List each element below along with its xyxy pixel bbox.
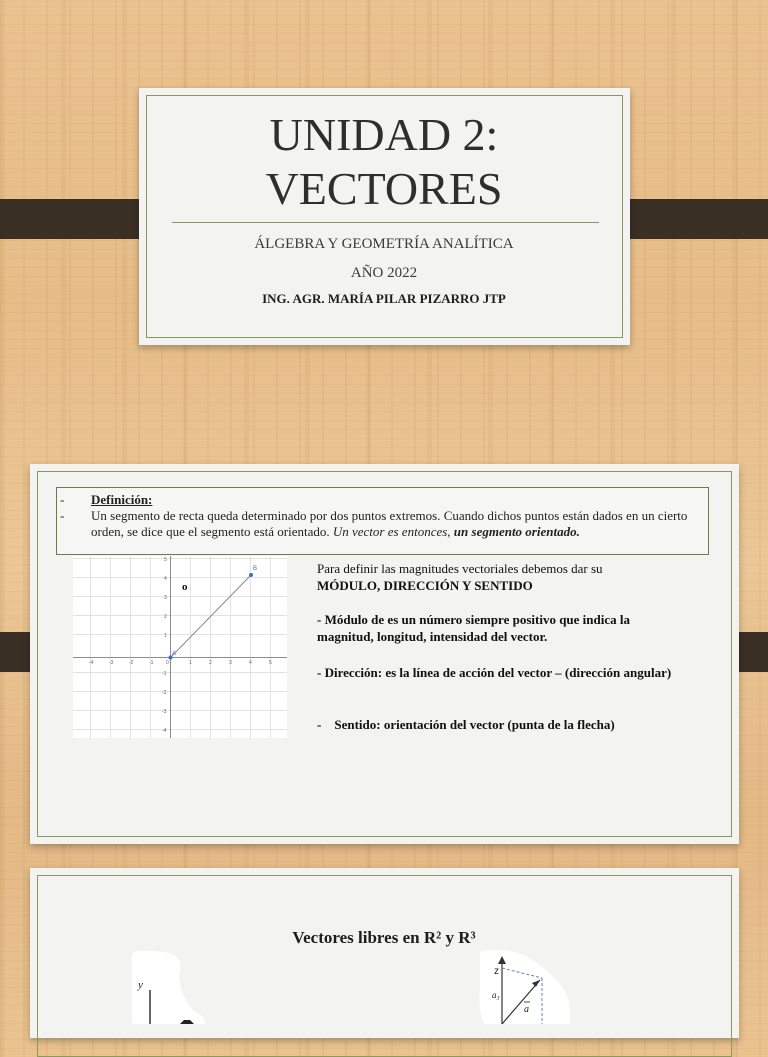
intro-line: Para definir las magnitudes vectoriales debemos dar su — [317, 561, 603, 576]
x-tick: 5 — [269, 660, 272, 666]
point-b-label: B — [253, 566, 258, 572]
y-tick: 2 — [164, 614, 167, 620]
x-tick: 4 — [249, 660, 252, 666]
slide-title-line2: VECTORES — [265, 163, 503, 214]
y-tick: -4 — [162, 728, 167, 734]
direccion-text: - Dirección: es la línea de acción del vector – (dirección angular) — [317, 665, 672, 680]
y-tick: 5 — [164, 557, 167, 563]
r2-y-label: y — [138, 979, 143, 991]
y-tick: -1 — [162, 671, 167, 677]
y-tick: 3 — [164, 595, 167, 601]
definition-text: Un segmento de recta queda determinado por dos puntos extremos. Cuando dichos puntos están dados en un cierto orden, se dice que el segmento está orientado. — [91, 508, 688, 539]
y-tick: -2 — [162, 690, 167, 696]
intro-text — [317, 560, 677, 594]
x-tick: 1 — [189, 660, 192, 666]
x-tick: -4 — [89, 660, 94, 666]
author-text: ING. AGR. MARÍA PILAR PIZARRO JTP — [262, 291, 506, 306]
y-tick: 4 — [164, 576, 167, 582]
sentido-line: Sentido: orientación del vector (punta de la flecha) — [334, 717, 615, 732]
slide-title-line1: UNIDAD 2: — [269, 109, 499, 160]
r3-diagram — [474, 950, 574, 1024]
point-b-marker — [249, 573, 253, 577]
intro-bold: MÓDULO, DIRECCIÓN Y SENTIDO — [317, 578, 533, 593]
free-vectors-title: Vectores libres en R² y R³ — [292, 928, 476, 947]
definition-italic: Un vector es entonces, — [332, 524, 451, 539]
sentido-text — [317, 716, 677, 733]
x-tick: -2 — [129, 660, 134, 666]
x-tick: -3 — [109, 660, 114, 666]
point-a-label: A — [172, 651, 177, 657]
sentido-dash: - — [317, 717, 322, 732]
vector-graph — [73, 556, 287, 738]
r3-z-label: z — [494, 966, 499, 977]
definition-emphasis: un segmento orientado. — [453, 524, 580, 539]
definition-box — [56, 487, 709, 555]
title-divider — [172, 222, 599, 223]
slide-title — [0, 108, 768, 216]
origin-label: o — [182, 581, 188, 593]
bullet-dash: - — [60, 492, 65, 507]
bullet-dash: - — [60, 508, 65, 523]
x-tick: -1 — [149, 660, 154, 666]
definition-heading: Definición: — [91, 492, 153, 507]
year-text: AÑO 2022 — [350, 265, 418, 281]
definition-body — [91, 508, 703, 540]
y-tick: -3 — [162, 709, 167, 715]
y-tick: 1 — [164, 633, 167, 639]
r3-vector-label: a — [524, 1004, 529, 1015]
x-tick: 3 — [229, 660, 232, 666]
r3-a3-label: a₃ — [492, 990, 500, 1000]
r2-diagram — [128, 950, 208, 1024]
modulo-text: - Módulo de es un número siempre positivo que indica la magnitud, longitud, intensidad del vector. — [317, 612, 630, 644]
subject-text: ÁLGEBRA Y GEOMETRÍA ANALÍTICA — [254, 236, 514, 252]
x-tick: 2 — [209, 660, 212, 666]
x-tick: 0 — [166, 660, 169, 666]
